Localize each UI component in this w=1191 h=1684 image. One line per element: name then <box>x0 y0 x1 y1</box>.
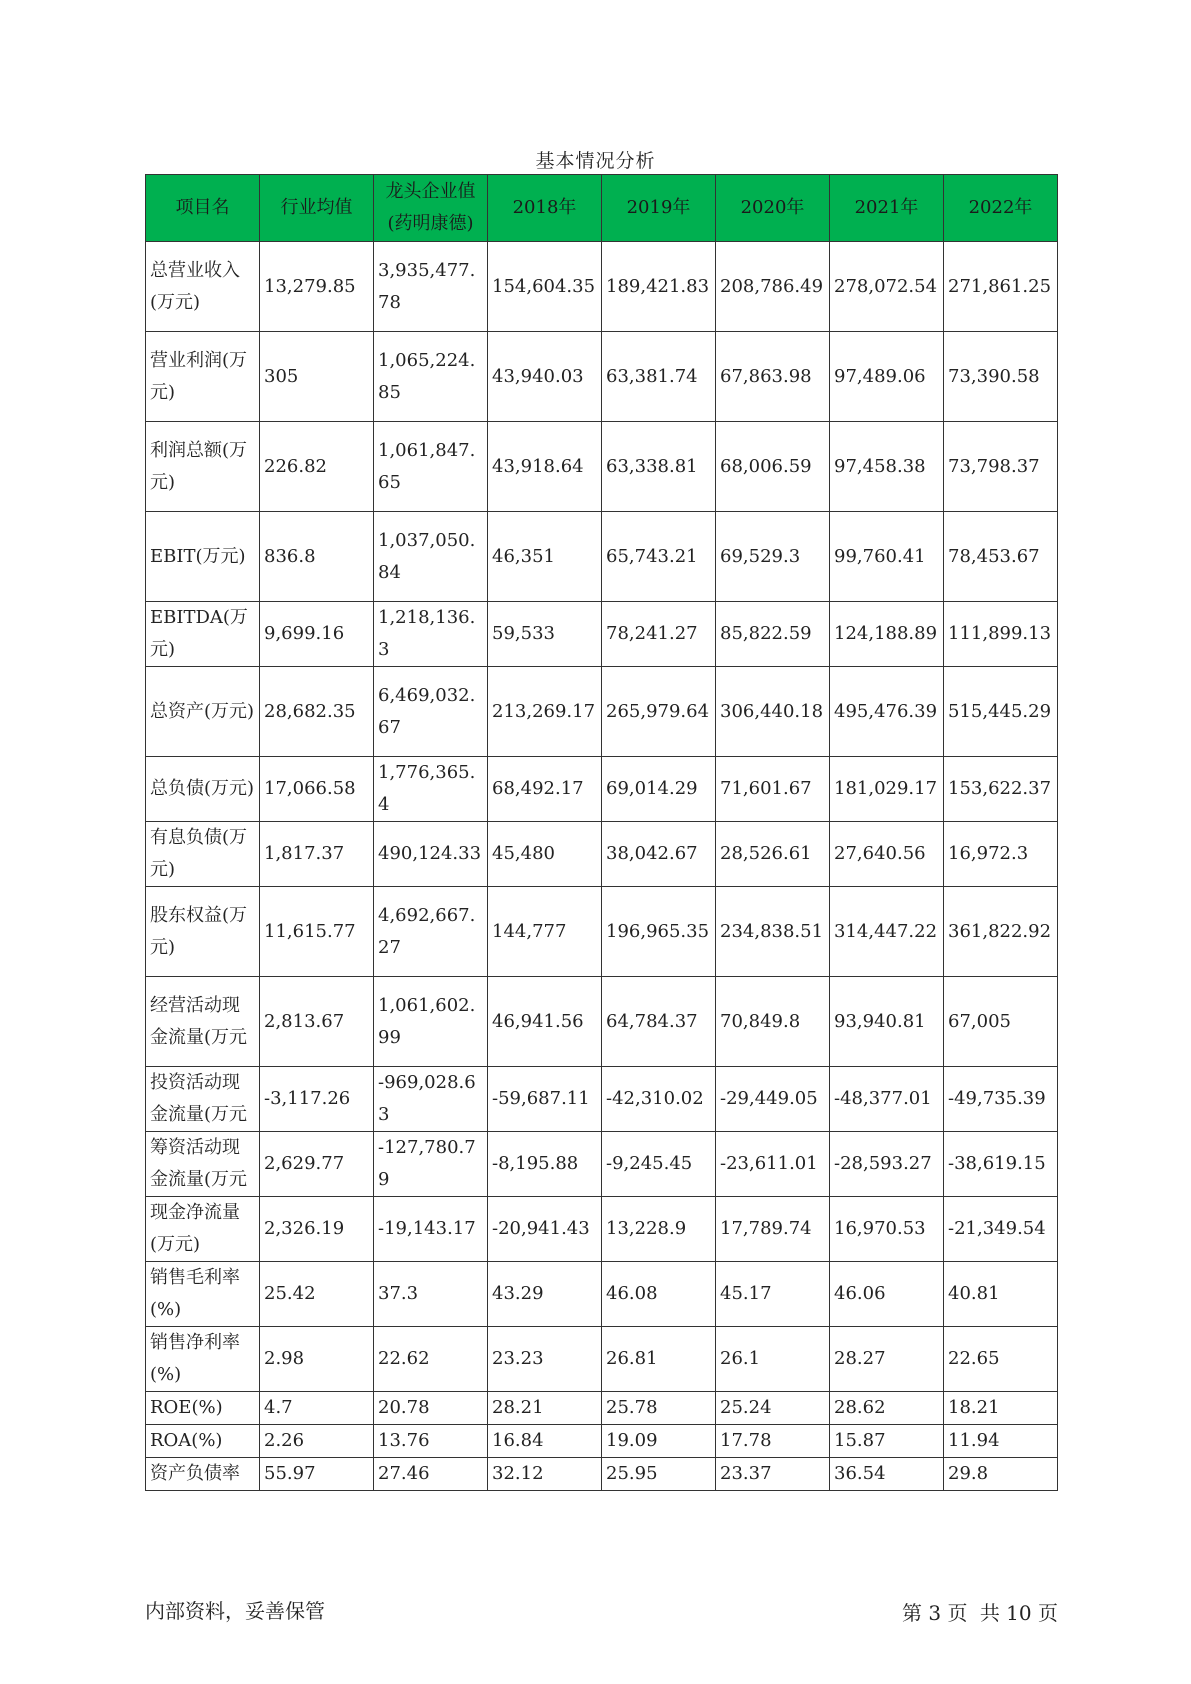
table-cell: 196,965.35 <box>602 887 716 977</box>
header-industry-avg: 行业均值 <box>260 175 374 242</box>
table-cell: 189,421.83 <box>602 242 716 332</box>
table-cell: 27.46 <box>374 1458 488 1491</box>
table-cell: 67,863.98 <box>716 332 830 422</box>
table-cell: 64,784.37 <box>602 977 716 1067</box>
table-cell: 46.08 <box>602 1262 716 1327</box>
row-label: 总资产(万元) <box>146 667 260 757</box>
row-label: 投资活动现金流量(万元 <box>146 1067 260 1132</box>
table-cell: 63,338.81 <box>602 422 716 512</box>
table-cell: 43,940.03 <box>488 332 602 422</box>
table-cell: 2.98 <box>260 1327 374 1392</box>
table-cell: -29,449.05 <box>716 1067 830 1132</box>
table-cell: 208,786.49 <box>716 242 830 332</box>
header-leader-value: 龙头企业值(药明康德) <box>374 175 488 242</box>
table-cell: 18.21 <box>944 1392 1058 1425</box>
table-cell: 1,817.37 <box>260 822 374 887</box>
table-cell: 97,489.06 <box>830 332 944 422</box>
table-cell: 46.06 <box>830 1262 944 1327</box>
table-cell: 16,972.3 <box>944 822 1058 887</box>
row-label: EBIT(万元) <box>146 512 260 602</box>
table-cell: 490,124.33 <box>374 822 488 887</box>
table-cell: 40.81 <box>944 1262 1058 1327</box>
table-cell: 22.62 <box>374 1327 488 1392</box>
table-row <box>146 1392 1058 1425</box>
table-cell: 99,760.41 <box>830 512 944 602</box>
table-cell: 27,640.56 <box>830 822 944 887</box>
table-cell: -42,310.02 <box>602 1067 716 1132</box>
table-cell: -19,143.17 <box>374 1197 488 1262</box>
table-cell: 28.62 <box>830 1392 944 1425</box>
table-row <box>146 887 1058 977</box>
table-row <box>146 1132 1058 1197</box>
table-cell: 305 <box>260 332 374 422</box>
table-cell: 1,061,602.99 <box>374 977 488 1067</box>
row-label: 经营活动现金流量(万元 <box>146 977 260 1067</box>
table-cell: 1,037,050.84 <box>374 512 488 602</box>
table-cell: 1,218,136.3 <box>374 602 488 667</box>
table-cell: 25.95 <box>602 1458 716 1491</box>
table-cell: -127,780.79 <box>374 1132 488 1197</box>
table-cell: 13,279.85 <box>260 242 374 332</box>
table-cell: 46,941.56 <box>488 977 602 1067</box>
table-row <box>146 512 1058 602</box>
table-cell: 22.65 <box>944 1327 1058 1392</box>
table-cell: 28,526.61 <box>716 822 830 887</box>
table-cell: 97,458.38 <box>830 422 944 512</box>
table-cell: 69,014.29 <box>602 757 716 822</box>
financial-table <box>145 174 1058 1491</box>
table-cell: 144,777 <box>488 887 602 977</box>
table-cell: 78,453.67 <box>944 512 1058 602</box>
table-body <box>146 242 1058 1491</box>
table-cell: 181,029.17 <box>830 757 944 822</box>
row-label: 营业利润(万元) <box>146 332 260 422</box>
table-cell: 45.17 <box>716 1262 830 1327</box>
table-cell: -8,195.88 <box>488 1132 602 1197</box>
table-cell: 1,061,847.65 <box>374 422 488 512</box>
table-row <box>146 1262 1058 1327</box>
page-total: 共 10 页 <box>979 1601 1058 1625</box>
table-cell: 234,838.51 <box>716 887 830 977</box>
table-cell: -59,687.11 <box>488 1067 602 1132</box>
table-cell: 63,381.74 <box>602 332 716 422</box>
header-year-2018: 2018年 <box>488 175 602 242</box>
table-cell: 25.24 <box>716 1392 830 1425</box>
table-cell: 25.42 <box>260 1262 374 1327</box>
table-cell: 154,604.35 <box>488 242 602 332</box>
table-cell: 361,822.92 <box>944 887 1058 977</box>
table-row <box>146 602 1058 667</box>
table-cell: 11.94 <box>944 1425 1058 1458</box>
table-cell: 4,692,667.27 <box>374 887 488 977</box>
row-label: 筹资活动现金流量(万元 <box>146 1132 260 1197</box>
table-cell: -3,117.26 <box>260 1067 374 1132</box>
table-cell: 124,188.89 <box>830 602 944 667</box>
table-cell: -38,619.15 <box>944 1132 1058 1197</box>
table-cell: 23.23 <box>488 1327 602 1392</box>
table-row <box>146 667 1058 757</box>
table-cell: 26.81 <box>602 1327 716 1392</box>
table-cell: 65,743.21 <box>602 512 716 602</box>
table-cell: 13,228.9 <box>602 1197 716 1262</box>
table-cell: 836.8 <box>260 512 374 602</box>
table-cell: 32.12 <box>488 1458 602 1491</box>
table-cell: 17.78 <box>716 1425 830 1458</box>
table-cell: 43,918.64 <box>488 422 602 512</box>
header-year-2022: 2022年 <box>944 175 1058 242</box>
table-cell: 111,899.13 <box>944 602 1058 667</box>
table-row <box>146 822 1058 887</box>
table-cell: 28,682.35 <box>260 667 374 757</box>
row-label: 总营业收入(万元) <box>146 242 260 332</box>
row-label: 销售毛利率(%) <box>146 1262 260 1327</box>
table-cell: 37.3 <box>374 1262 488 1327</box>
table-cell: 68,492.17 <box>488 757 602 822</box>
table-cell: 2,326.19 <box>260 1197 374 1262</box>
table-cell: 495,476.39 <box>830 667 944 757</box>
table-cell: 16,970.53 <box>830 1197 944 1262</box>
table-cell: 20.78 <box>374 1392 488 1425</box>
table-row <box>146 977 1058 1067</box>
table-cell: 306,440.18 <box>716 667 830 757</box>
table-header-row <box>146 175 1058 242</box>
table-cell: 55.97 <box>260 1458 374 1491</box>
table-cell: 15.87 <box>830 1425 944 1458</box>
row-label: EBITDA(万元) <box>146 602 260 667</box>
header-year-2019: 2019年 <box>602 175 716 242</box>
table-cell: 46,351 <box>488 512 602 602</box>
table-cell: -969,028.63 <box>374 1067 488 1132</box>
table-cell: 19.09 <box>602 1425 716 1458</box>
table-cell: -48,377.01 <box>830 1067 944 1132</box>
row-label: 资产负债率 <box>146 1458 260 1491</box>
table-cell: 43.29 <box>488 1262 602 1327</box>
table-cell: 2,629.77 <box>260 1132 374 1197</box>
page-number <box>896 1597 1058 1626</box>
table-cell: 1,776,365.4 <box>374 757 488 822</box>
table-cell: 16.84 <box>488 1425 602 1458</box>
table-cell: -21,349.54 <box>944 1197 1058 1262</box>
table-cell: 23.37 <box>716 1458 830 1491</box>
table-cell: 3,935,477.78 <box>374 242 488 332</box>
table-cell: 26.1 <box>716 1327 830 1392</box>
table-cell: 70,849.8 <box>716 977 830 1067</box>
table-cell: 1,065,224.85 <box>374 332 488 422</box>
table-cell: 28.27 <box>830 1327 944 1392</box>
table-cell: 67,005 <box>944 977 1058 1067</box>
table-cell: 213,269.17 <box>488 667 602 757</box>
table-cell: 73,390.58 <box>944 332 1058 422</box>
table-cell: 59,533 <box>488 602 602 667</box>
table-cell: 271,861.25 <box>944 242 1058 332</box>
table-cell: 25.78 <box>602 1392 716 1425</box>
table-cell: 29.8 <box>944 1458 1058 1491</box>
header-year-2020: 2020年 <box>716 175 830 242</box>
header-year-2021: 2021年 <box>830 175 944 242</box>
row-label: 股东权益(万元) <box>146 887 260 977</box>
header-item-name: 项目名 <box>146 175 260 242</box>
table-cell: 73,798.37 <box>944 422 1058 512</box>
table-cell: 265,979.64 <box>602 667 716 757</box>
table-row <box>146 422 1058 512</box>
table-cell: -23,611.01 <box>716 1132 830 1197</box>
table-cell: 38,042.67 <box>602 822 716 887</box>
table-cell: 78,241.27 <box>602 602 716 667</box>
table-row <box>146 1458 1058 1491</box>
table-cell: 515,445.29 <box>944 667 1058 757</box>
row-label: 销售净利率(%) <box>146 1327 260 1392</box>
table-cell: -49,735.39 <box>944 1067 1058 1132</box>
row-label: 有息负债(万元) <box>146 822 260 887</box>
table-cell: 11,615.77 <box>260 887 374 977</box>
table-cell: 226.82 <box>260 422 374 512</box>
row-label: 现金净流量(万元) <box>146 1197 260 1262</box>
table-cell: 2,813.67 <box>260 977 374 1067</box>
table-cell: -28,593.27 <box>830 1132 944 1197</box>
table-row <box>146 1067 1058 1132</box>
table-cell: 17,789.74 <box>716 1197 830 1262</box>
table-cell: 278,072.54 <box>830 242 944 332</box>
table-row <box>146 1425 1058 1458</box>
table-cell: 93,940.81 <box>830 977 944 1067</box>
table-cell: 153,622.37 <box>944 757 1058 822</box>
table-cell: 314,447.22 <box>830 887 944 977</box>
table-cell: 71,601.67 <box>716 757 830 822</box>
table-cell: 68,006.59 <box>716 422 830 512</box>
table-cell: 4.7 <box>260 1392 374 1425</box>
table-cell: 85,822.59 <box>716 602 830 667</box>
table-cell: 28.21 <box>488 1392 602 1425</box>
confidential-note: 内部资料，妥善保管 <box>145 1599 325 1623</box>
table-cell: -20,941.43 <box>488 1197 602 1262</box>
table-row <box>146 757 1058 822</box>
row-label: ROA(%) <box>146 1425 260 1458</box>
table-cell: 45,480 <box>488 822 602 887</box>
table-cell: 36.54 <box>830 1458 944 1491</box>
table-cell: -9,245.45 <box>602 1132 716 1197</box>
page-current: 第 3 页 <box>902 1601 968 1625</box>
row-label: ROE(%) <box>146 1392 260 1425</box>
table-cell: 13.76 <box>374 1425 488 1458</box>
table-cell: 6,469,032.67 <box>374 667 488 757</box>
table-cell: 17,066.58 <box>260 757 374 822</box>
table-cell: 69,529.3 <box>716 512 830 602</box>
table-row <box>146 1197 1058 1262</box>
table-row <box>146 332 1058 422</box>
table-title: 基本情况分析 <box>535 150 656 172</box>
table-cell: 2.26 <box>260 1425 374 1458</box>
row-label: 利润总额(万元) <box>146 422 260 512</box>
row-label: 总负债(万元) <box>146 757 260 822</box>
table-row <box>146 242 1058 332</box>
table-row <box>146 1327 1058 1392</box>
table-cell: 9,699.16 <box>260 602 374 667</box>
